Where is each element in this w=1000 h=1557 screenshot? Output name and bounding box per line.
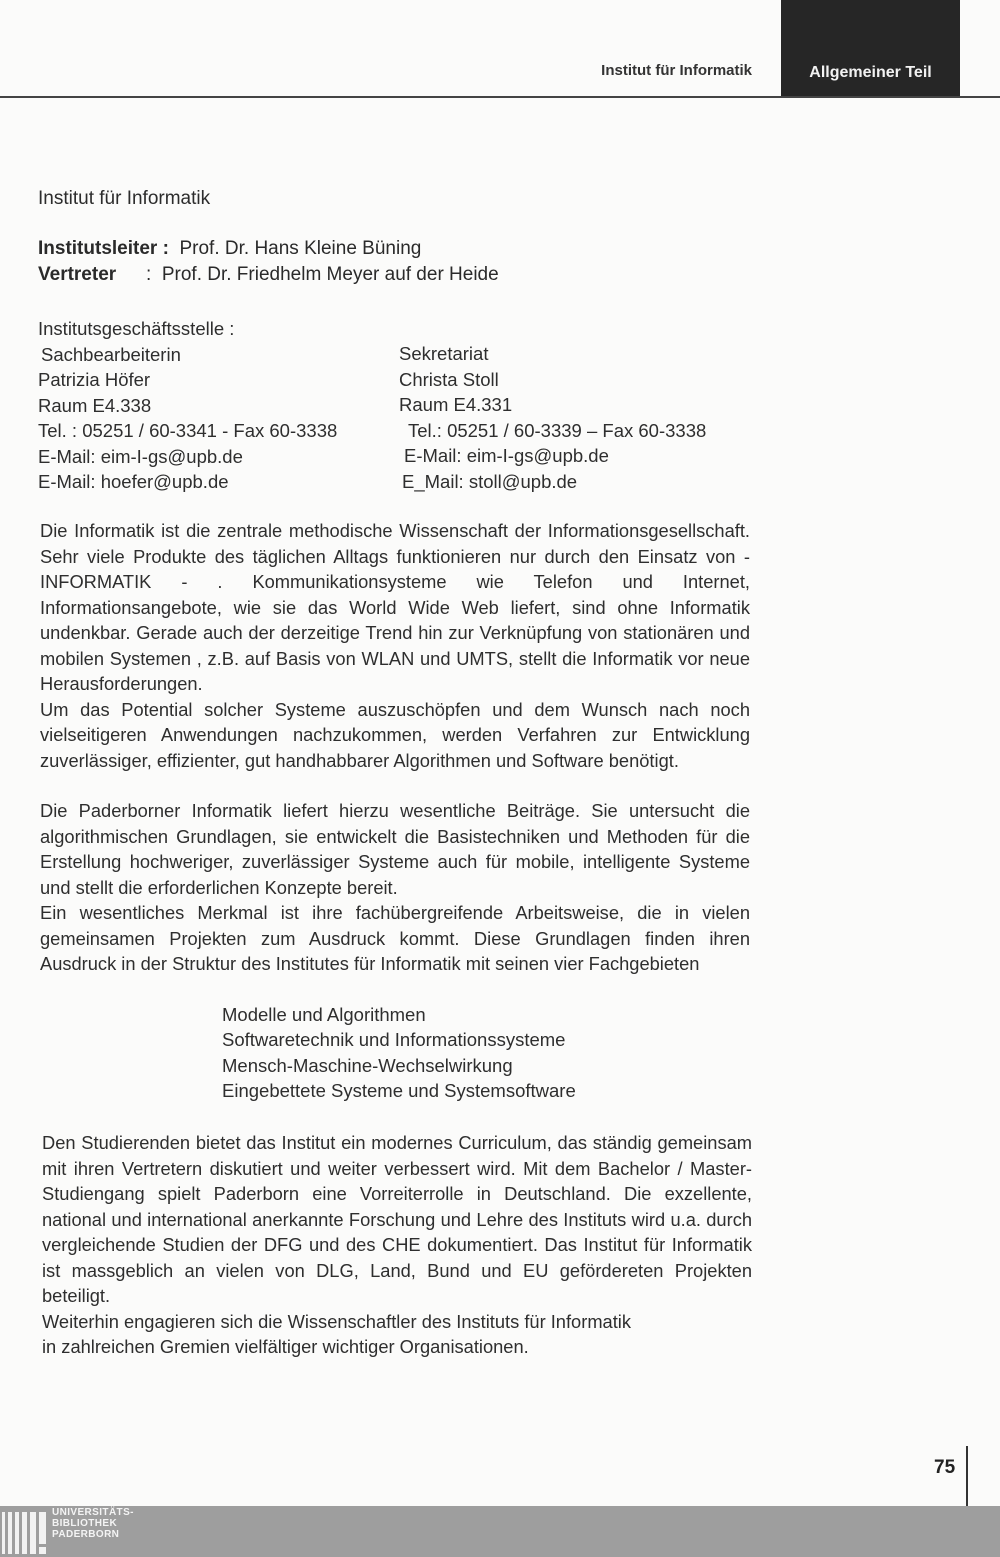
office-heading: Institutsgeschäftsstelle :: [38, 318, 235, 339]
library-logo-line-3: PADERBORN: [52, 1529, 120, 1540]
paderborn-section: [40, 798, 750, 977]
list-item: Eingebettete Systeme und Systemsoftware: [222, 1079, 576, 1101]
office-left-block: [38, 316, 337, 495]
left-name: Patrizia Höfer: [38, 369, 151, 390]
head-label: Institutsleiter: [38, 238, 158, 259]
paragraph-2: Um das Potential solcher Systeme auszuschöpfen und dem Wunsch nach noch vielseitigeren Anwendungen nachzukommen, werden Verfahren zur Entwicklung zuverlässiger, effizienter, gut handhabbarer Algorithmen und Software benötigt.: [40, 698, 750, 771]
right-room: Raum E4.331: [399, 394, 513, 415]
library-logo-text: [52, 1507, 134, 1540]
left-phone: Tel. : 05251 / 60-3341 - Fax 60-3338: [38, 420, 338, 441]
page-number-rule: [966, 1446, 968, 1506]
running-header-title: Institut für Informatik: [601, 62, 752, 79]
right-phone: Tel.: 05251 / 60-3339 – Fax 60-3338: [408, 419, 707, 441]
library-logo-icon: [2, 1512, 46, 1554]
list-item: Softwaretechnik und Informationssysteme: [222, 1029, 566, 1051]
library-logo-line-2: BIBLIOTHEK: [52, 1518, 118, 1529]
research-areas-list: [222, 1002, 576, 1103]
deputy-label: Vertreter: [38, 264, 117, 285]
intro-section: [40, 518, 750, 773]
left-role: Sachbearbeiterin: [41, 343, 181, 365]
deputy-name: Prof. Dr. Friedhelm Meyer auf der Heide: [161, 264, 499, 285]
paragraph-3: Die Paderborner Informatik liefert hierzu wesentliche Beiträge. Sie untersucht die algorithmischen Grundlagen, sie entwickelt die Basistechniken und Methoden für die Erstellung hochweriger, zuverlässiger Systeme auch für mobile, intelligente Systeme und stellt die erforderlichen Konzepte bereit.: [40, 800, 750, 898]
office-right-block: [399, 341, 706, 494]
right-email-general: E-Mail: eim-I-gs@upb.de: [404, 445, 609, 466]
head-name: Prof. Dr. Hans Kleine Büning: [179, 238, 422, 259]
library-logo-line-1: UNIVERSITÄTS-: [52, 1507, 134, 1518]
paragraph-5: Den Studierenden bietet das Institut ein modernes Curriculum, das ständig gemeinsam mit ihren Vertretern diskutiert und weiter verbessert wird. Mit dem Bachelor / Master-Studiengang spielt Paderborn eine Vorreiterrolle in Deutschland. Die exzellente, national und international anerkannte Forschung und Lehre des Instituts wird u.a. durch vergleichende Studien der DFG und des CHE dokumentiert. Das Institut für Informatik ist massgeblich an vielen von DLG, Land, Bund und EU gefördereten Projekten beteiligt.: [42, 1132, 752, 1306]
right-name: Christa Stoll: [399, 368, 499, 390]
right-email-personal: E_Mail: stoll@upb.de: [402, 470, 578, 492]
section-tab: [781, 0, 960, 96]
library-footer: [0, 1506, 1000, 1557]
left-email-general: E-Mail: eim-I-gs@upb.de: [38, 445, 243, 467]
left-room: Raum E4.338: [38, 394, 152, 416]
paragraph-6-line-2: in zahlreichen Gremien vielfältiger wichtiger Organisationen.: [42, 1336, 529, 1357]
paragraph-4: Ein wesentliches Merkmal ist ihre fachübergreifende Arbeitsweise, die in vielen gemeinsamen Projekten zum Ausdruck kommt. Diese Grundlagen finden ihren Ausdruck in der Struktur des Institutes für Informatik mit seinen vier Fachgebieten: [40, 902, 750, 974]
left-email-personal: E-Mail: hoefer@upb.de: [38, 471, 229, 492]
paragraph-1: Die Informatik ist die zentrale methodische Wissenschaft der Informationsgesellschaft. Sehr viele Produkte des täglichen Alltags funktionieren nur durch den Einsatz von - INFORMATIK - . Kommunikationsysteme wie Telefon und Internet, Informationsangebote, wie sie das World Wide Web liefert, sind ohne Informatik undenkbar. Gerade auch der derzeitige Trend hin zur Verknüpfung von stationären und mobilen Systemen , z.B. auf Basis von WLAN und UMTS, stellt die Informatik vor neue Herausforderungen.: [40, 520, 750, 694]
page-number: 75: [934, 1457, 956, 1478]
studies-section: [42, 1130, 752, 1360]
list-item: Mensch-Maschine-Wechselwirkung: [222, 1054, 513, 1076]
paragraph-6-line-1: Weiterhin engagieren sich die Wissenschaftler des Instituts für Informatik: [42, 1310, 631, 1332]
list-item: Modelle und Algorithmen: [222, 1004, 426, 1025]
header-rule: [0, 96, 1000, 98]
right-role: Sekretariat: [399, 343, 489, 364]
section-tab-label: Allgemeiner Teil: [809, 64, 932, 81]
page-title: Institut für Informatik: [38, 188, 211, 209]
head-row: Institutsleiter : Prof. Dr. Hans Kleine Büning: [38, 238, 422, 259]
deputy-row: Vertreter : Prof. Dr. Friedhelm Meyer auf der Heide: [38, 264, 499, 285]
